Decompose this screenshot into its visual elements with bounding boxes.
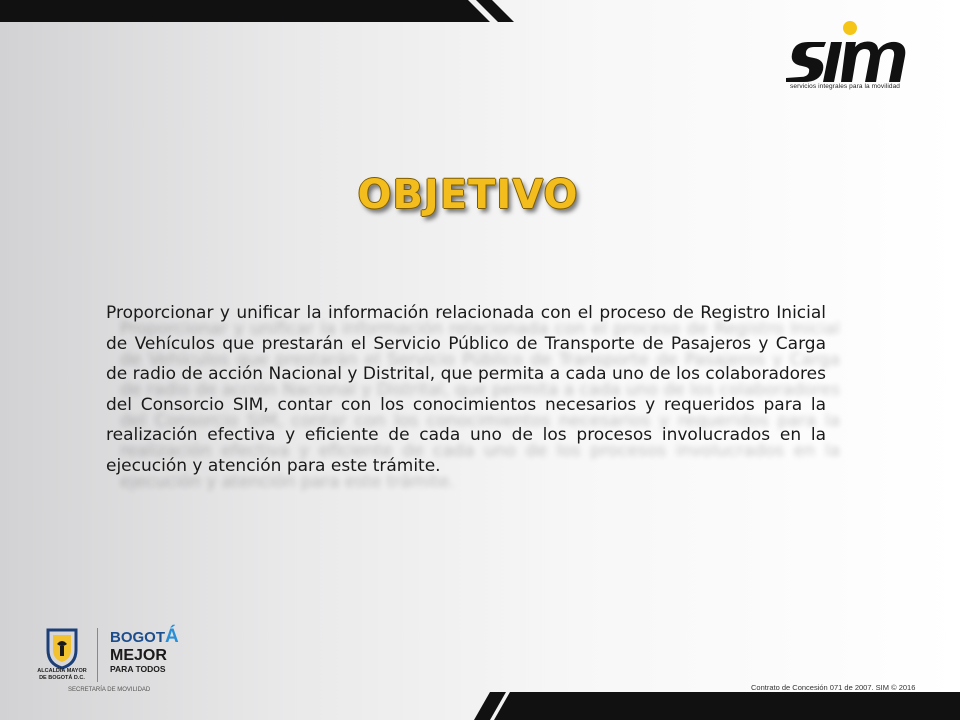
bogota-para-todos: PARA TODOS	[110, 664, 166, 674]
bogota-prefix: BOGOT	[110, 629, 165, 646]
alcaldia-line-2: DE BOGOTÁ D.C.	[39, 675, 85, 681]
sim-tagline: servicios integrales para la movilidad	[790, 83, 901, 90]
logo-divider	[97, 628, 98, 682]
bogota-coat-of-arms-logo	[40, 626, 84, 670]
bogota-word	[110, 628, 200, 647]
alcaldia-line-1: ALCALDÍA MAYOR	[37, 668, 87, 674]
objective-paragraph: Proporcionar y unificar la información relacionada con el proceso de Registro Inicial de Vehículos que prestarán el Servicio Público de Transporte de Pasajeros y Carga de radio de acción Nacional y Distrital, que permita a cada uno de los colaboradores del Consorcio SIM, contar con los conocimientos necesarios y requeridos para la realización efectiva y eficiente de cada uno de los procesos involucrados en la ejecución y atención para este trámite.	[106, 303, 826, 476]
bogota-mejor-para-todos-logo	[110, 628, 200, 674]
copyright-notice: Contrato de Concesión 071 de 2007. SIM © 2016	[751, 683, 916, 692]
secretaria-label: SECRETARÍA DE MOVILIDAD	[68, 687, 151, 693]
bottom-decorative-bar	[0, 692, 960, 720]
slide-title: OBJETIVO	[357, 172, 579, 218]
top-decorative-bar	[0, 0, 960, 22]
bogota-mejor: MEJOR	[110, 647, 167, 664]
alcaldia-name	[30, 668, 94, 682]
bogota-accent: Á	[165, 626, 179, 647]
